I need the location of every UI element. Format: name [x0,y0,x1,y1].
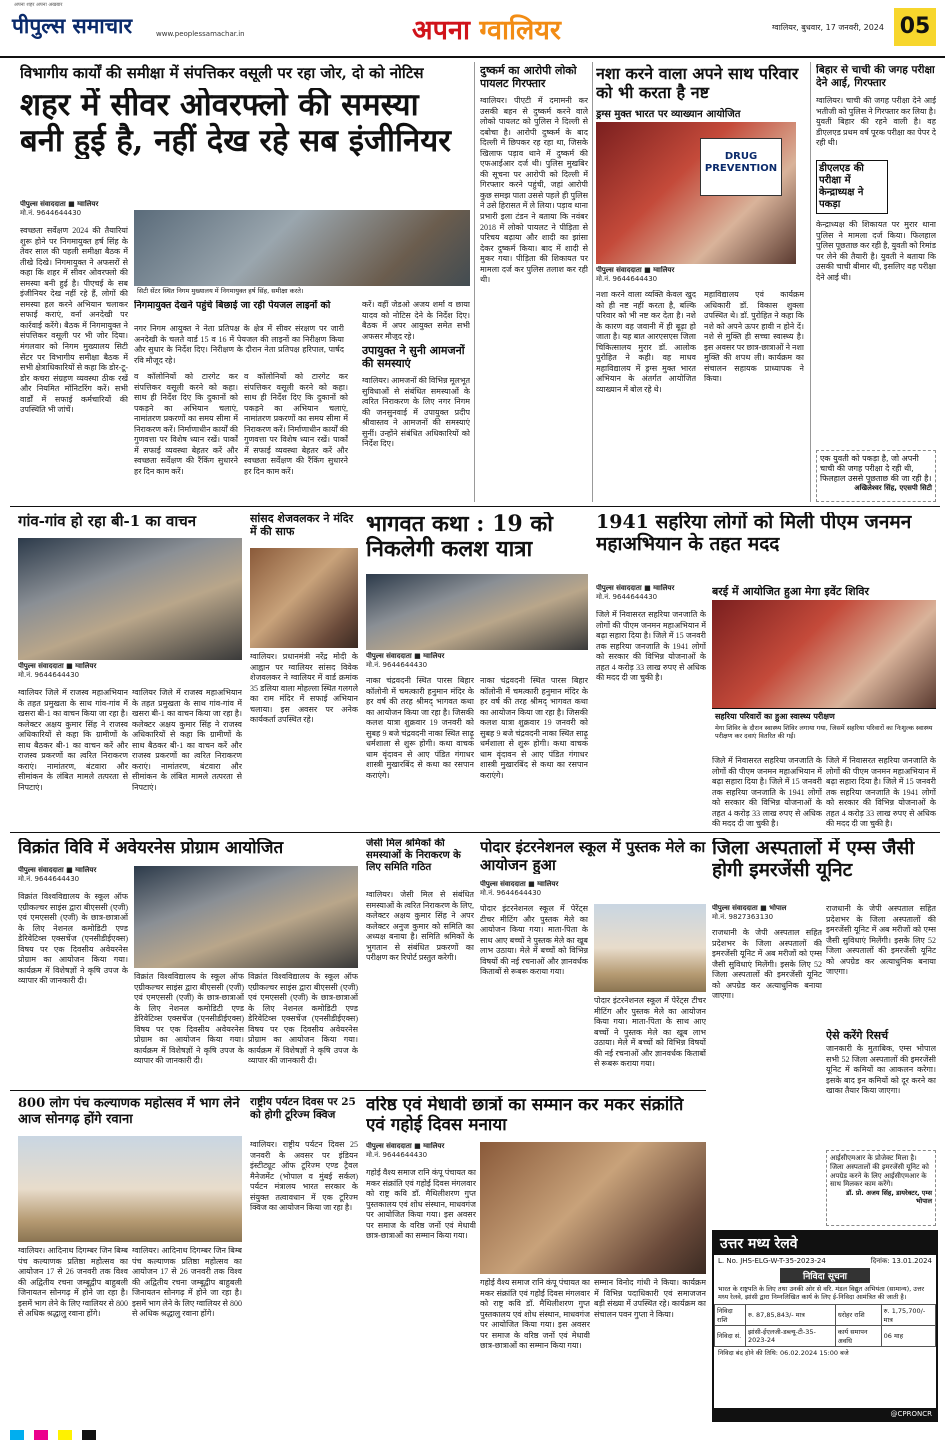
b1-mobile: मो.नं. 9644644430 [18,671,80,679]
ad-table-row [715,1304,936,1325]
sammaan-photo [480,1142,706,1274]
podar-byline-text: पीपुल्स संवाददाता ■ ग्वालियर [480,880,559,888]
mp-body: ग्वालियर। प्रधानमंत्री नरेंद्र मोदी के आह्वान पर ग्वालियर सांसद विवेक शेजवलकर ने ग्वालियर में वार्ड क्रमांक 35 डलिया वाला मोहल्ला स्थित गलगले का राम मंदिर में सफाई अभियान चलाया। इस अवसर पर अनेक कार्यकर्ता उपस्थित रहे। [250,652,358,725]
lead-col4-body: करें। वहीं जेडओ अजय शर्मा व छाया यादव को नोटिस देने के निर्देश दिए। बैठक में अपर आयुक्त समेत सभी अफसर मौजूद रहे। [362,300,470,340]
row-divider [10,1090,706,1091]
sammaan-byline-text: पीपुल्स संवाददाता ■ ग्वालियर [366,1142,445,1150]
section-title [412,10,561,47]
quiz-headline[interactable]: राष्ट्रीय पर्यटन दिवस पर 25 को होगी टूरिज्म क्विज [250,1096,356,1121]
magenta-swatch [34,1430,48,1440]
lead-col3b-body: व कॉलोनियों को टारगेट कर संपत्तिकर वसूली करने को कहा। साथ ही निर्देश दिए कि दुकानों को पकड़ने का अभियान चलाएं, नामांतरण प्रकरणों का समय सीमा में निराकरण करें। निर्माणाधीन कार्यों की गुणवत्ता पर विशेष ध्यान रखें। पार्कों में सफाई व्यवस्था बेहतर करें और स्वच्छता सर्वेक्षण की रैंकिंग सुधारने हर दिन काम करें। [244,372,348,476]
aims-byline-text: पीपुल्स संवाददाता ■ भोपाल [712,904,787,912]
ad-cell: धरोहर राशि [835,1304,881,1325]
aims-headline[interactable]: जिला अस्पतालों में एम्स जैसी होगी इमरजेंसी यूनिट [712,838,915,881]
saharia-photo-caption-body: मेगा शिविर के दौरान स्वास्थ्य शिविर लगाया गया, जिसमें सहरिया परिवारों का निःशुल्क स्वास्थ्य परीक्षण कर दवाएं वितरित की गईं। [712,722,936,754]
samiti-headline[interactable]: जेसी मिल श्रमिकों की समस्याओं के निराकरण के लिए समिति गठित [366,838,461,873]
column-rule [810,62,811,502]
nasha-mobile: मो.नं. 9644644430 [596,275,658,283]
sonagarh-photo [18,1136,242,1242]
ad-cell: कार्य समापन अवधि [835,1325,881,1346]
bhagwat-byline [366,652,588,670]
print-color-bar [0,1425,945,1445]
ad-cell: झांसी-ईएलजी-डब्ल्यू-टी-35-2023-24 [746,1325,836,1346]
section-city: ग्वालियर [479,15,561,46]
b1-body2: ग्वालियर जिले में राजस्व महाअभियान के तहत प्रमुखता के साथ गांव-गांव में खसरा बी-1 का वाचन किया जा रहा है। कलेक्टर अक्षय कुमार सिंह ने राजस्व अधिकारियों से कहा कि ग्रामीणों के साथ बैठकर बी-1 का वाचन करें और राजस्व प्रकरणों का त्वरित निराकरण कराएं। नामांतरण, बंटवारा और सीमांकन के लंबित मामले तत्परता से निपटाएं। [132,688,242,792]
ad-cell: रु. 87,85,843/- मात्र [746,1304,836,1325]
lead-photo-subhead: निगमायुक्त देखने पहुंचे बिछाई जा रही पेयजल लाइनों को [134,300,331,311]
ad-cell: 06 माह [881,1325,935,1346]
bihar-quote-box [816,450,936,502]
lead-kicker: विभागीय कार्यों की समीक्षा में संपत्तिकर वसूली पर रहा जोर, दो को नोटिस [20,64,424,82]
ad-cell: रु. 1,75,700/- मात्र [881,1304,935,1325]
saharia-subhead: बरई में आयोजित हुआ मेगा इवेंट शिविर [712,585,870,598]
nasha-photo [596,122,796,264]
column-rule [474,62,475,502]
saharia-byline-text: पीपुल्स संवाददाता ■ ग्वालियर [596,584,675,592]
b1-byline [18,662,242,680]
ad-title: निविदा सूचना [780,1268,870,1283]
podar-byline [480,880,706,898]
lead-mobile: मो.नं. 9644644430 [20,209,82,217]
ad-footer: निविदा बंद होने की तिथि: 06.02.2024 15:00 बजे [718,1348,849,1357]
vikrant-byline-text: पीपुल्स संवाददाता ■ ग्वालियर [18,866,97,874]
vikrant-photo [134,866,358,968]
ad-ref-date: दिनांक: 13.01.2024 [870,1257,932,1265]
aims-mobile: मो.नं. 9827363130 [712,913,774,921]
aims-body: राजधानी के जेपी अस्पताल सहित प्रदेशभर के जिला अस्पतालों की इमरजेंसी यूनिट में अब मरीजों को एम्स जैसी सुविधाएं मिलेंगी। इसके लिए 52 जिला अस्पतालों की इमरजेंसी यूनिट को अपग्रेड कर अत्याधुनिक बनाया जाएगा। [712,928,822,1001]
vikrant-byline [18,866,128,884]
loco-body: ग्वालियर। पीएटी में दमामनी कर उसकी बहन से दुष्कर्म करने वाले लोको पायलट को पुलिस ने दिल्ली से दबोचा है। आरोपी दुष्कर्म के बाद दिल्ली में छिपकर रह रहा था, जिसके खिलाफ पड़ाव थाने में दुष्कर्म की एफआईआर दर्ज थी। पुलिस मुखबिर की सूचना पर आरोपी को दिल्ली में गिरफ्तार करने पहुंची, जहां आरोपी कुछ समझ पाता उससे पहले ही पुलिस ने उसे हिरासत में ले लिया। पड़ाव थाना प्रभारी इला टंडन ने बताया कि नवंबर 2018 में लोको पायलट ने पीड़िता से परिचय बढ़ाया और शादी का झांसा देकर दुष्कर्म किया। बाद में शादी से मुकर गया। पीड़िता की शिकायत पर मामला दर्ज कर पुलिस तलाश कर रही थी। [480,96,588,285]
lead-byline-text: पीपुल्स संवाददाता ■ ग्वालियर [20,200,99,208]
saharia-byline [596,584,706,602]
cyan-swatch [10,1430,24,1440]
section-prefix: अपना [412,15,470,46]
podar-mobile: मो.नं. 9644644430 [480,889,542,897]
aims-quote: आईसीएमआर के प्रोजेक्ट मिला है। जिला अस्पतालों की इमरजेंसी यूनिट को अपग्रेड करने के लिए आईसीएमआर के साथ मिलकर काम करेंगे। [830,1154,929,1189]
aims-quote-box [826,1150,936,1226]
saharia-headline[interactable]: 1941 सहरिया लोगों को मिली पीएम जनमन महाअभियान के तहत मदद [596,512,912,555]
mp-photo [250,548,358,648]
row-divider [10,832,940,833]
mp-headline[interactable]: सांसद शेजवलकर ने मंदिर में की साफ [250,512,354,539]
sammaan-mobile: मो.नं. 9644644430 [366,1151,428,1159]
website-link[interactable]: www.peoplessamachar.in [156,30,245,38]
bihar-headline[interactable]: बिहार से चाची की जगह परीक्षा देने आई, गिरफ्तार [816,64,935,89]
loco-headline[interactable]: दुष्कर्म का आरोपी लोको पायलट गिरफ्तार [480,64,577,91]
ad-body: भारत के राष्ट्रपति के लिए तथा उनकी ओर से वरि. मंडल विद्युत अभियंता (सामान्य), उत्तर मध्य रेलवे, झांसी द्वारा निम्नलिखित कार्य के लिए ई-निविदा आमंत्रित की जाती है। [718,1285,924,1302]
nasha-subhead: ड्रग्स मुक्त भारत पर व्याख्यान आयोजित [596,109,741,120]
dateline: ग्वालियर, बुधवार, 17 जनवरी, 2024 [772,23,884,32]
saharia-body2: जिले में निवासरत सहरिया जनजाति के लोगों की पीएम जनमन महाअभियान में बढ़ा सहारा दिया है। जिले में 15 जनवरी तक सहरिया जनजाति के 1941 लोगों को सरकार की विभिन्न योजनाओं के तहत 4 करोड़ 33 लाख रुपए से अधिक की मदद दी जा चुकी है। [712,756,822,828]
saharia-photo [712,600,936,708]
ad-ref: L. No. JHS-ELG-W-T-35-2023-24 [718,1257,826,1265]
nasha-byline-text: पीपुल्स संवाददाता ■ ग्वालियर [596,266,675,274]
ad-table-row [715,1325,936,1346]
aims-subhead: ऐसे करेंगे रिसर्च [826,1029,889,1042]
lead-headline[interactable]: शहर में सीवर ओवरफ्लो की समस्या बनी हुई है, नहीं देख रहे सब इंजीनियर [20,88,451,159]
vikrant-body2: विक्रांत विश्वविद्यालय के स्कूल ऑफ एग्रीकल्चर साइंस द्वारा बीएससी (एजी) एवं एमएससी (एजी) के छात्र-छात्राओं के लिए नेशनल कमोडिटी एण्ड डेरिवेटिव्स एक्सचेंज (एनसीडीईएक्स) विषय पर एक दिवसीय अवेयरनेस प्रोग्राम का आयोजन किया गया। कार्यक्रम में विशेषज्ञों ने कृषि उपज के व्यापार की जानकारी दी। [134,972,244,1066]
bhagwat-headline[interactable]: भागवत कथा : 19 को निकलेगी कलश यात्रा [366,512,553,563]
ad-handle[interactable]: @CPRONCR [714,1408,936,1420]
lead-photo-caption: सिटी सेंटर स्थित निगम मुख्यालय में निगमायुक्त हर्ष सिंह, समीक्षा करते। [134,286,470,298]
aims-quote-author: डॉ. प्रो. अजय सिंह, डायरेक्टर, एम्स भोपाल [846,1189,932,1206]
bihar-quote: एक युवती को पकड़ा है, जो अपनी चाची की जगह परीक्षा दे रही थी, फिलहाल उससे पूछताछ की जा रही है। [820,454,932,483]
upayukt-headline[interactable]: उपायुक्त ने सुनी आमजनों की समस्याएं [362,344,465,371]
vikrant-mobile: मो.नं. 9644644430 [18,875,80,883]
aims-byline [712,904,822,922]
bihar-body2: केन्द्राध्यक्ष की शिकायत पर मुरार थाना पुलिस ने मामला दर्ज किया। फिलहाल पुलिस पूछताछ कर रही है, युवती को रिमांड पर लेने की तैयारी है। युवती ने बताया कि उसकी चाची बीमार थी, इसलिए वह परीक्षा देने आई थी। [816,220,936,282]
drug-prevention-banner: DRUG PREVENTION [700,138,782,196]
sonagarh-body2: ग्वालियर। आदिनाथ दिगम्बर जिन बिम्ब पंच कल्याणक प्रतिष्ठा महोत्सव का आयोजन 17 से 26 जनवरी तक विश्व की अद्वितीय रचना जम्बूद्वीप बाहुबली जिनायतन सोनगढ़ में होने जा रहा है। इसमें भाग लेने के लिए ग्वालियर से 800 से अधिक श्रद्धालु रवाना होंगे। [132,1246,242,1319]
lead-byline [20,200,140,218]
masthead [0,0,945,58]
sammaan-body2: गहोई वैश्य समाज रानि कंपू पंचायत का मकर संक्रांति एवं गहोई दिवस मंगलवार को राष्ट्र कवि डॉ. मैथिलीशरण गुप्त पुस्तकालय एवं शोध संस्थान, माधवगंज पर आयोजित किया गया। इस अवसर पर समाज के वरिष्ठ जनों एवं मेधावी छात्र-छात्राओं का सम्मान किया गया। [480,1278,590,1351]
sonagarh-body: ग्वालियर। आदिनाथ दिगम्बर जिन बिम्ब पंच कल्याणक प्रतिष्ठा महोत्सव का आयोजन 17 से 26 जनवरी तक विश्व की अद्वितीय रचना जम्बूद्वीप बाहुबली जिनायतन सोनगढ़ में होने जा रहा है। इसमें भाग लेने के लिए ग्वालियर से 800 से अधिक श्रद्धालु रवाना होंगे। [18,1246,128,1319]
black-swatch [82,1430,96,1440]
ad-header: उत्तर मध्य रेलवे [714,1232,936,1255]
bhagwat-mobile: मो.नं. 9644644430 [366,661,428,669]
lead-photo [134,210,470,296]
sammaan-byline [366,1142,476,1160]
b1-photo [18,538,242,660]
ad-ref-line [714,1255,936,1268]
bihar-quote-author: अखिलेश्वर सिंह, एएसपी सिटी [854,484,932,492]
lead-body: स्वच्छता सर्वेक्षण 2024 की तैयारियां शुरू होने पर निगमायुक्त हर्ष सिंह के तेवर साल की पहली समीक्षा बैठक में तीखे दिखे। निगमायुक्त ने अफसरों से कहा कि शहर में सीवर ओवरफ्लो की समस्या बनी हुई है। पीएचई के सब इंजीनियर देख नहीं रहे हैं, लोगों की समस्या हल करने अभियान चलाकर सफाई कराएं, वर्ना अनदेखी पर कार्रवाई करेंगे। बैठक में निगमायुक्त ने संपत्तिकर वसूली पर भी जोर दिया। मंगलवार को निगम मुख्यालय सिटी सेंटर पर विभागीय समीक्षा बैठक में सभी क्षेत्राधिकारियों से कहा कि डोर-टू-डोर कचरा संग्रहण व्यवस्था ठीक रखें और नियमित मॉनिटरिंग करें। सभी वार्डों में सफाई कर्मचारियों की उपस्थिति भी जांचें। [20,226,128,415]
logo-tagline: अपना शहर अपना अखबार [14,2,63,8]
podar-photo [594,904,706,992]
bhagwat-photo [366,574,588,650]
newspaper-logo[interactable]: पीपुल्स समाचार [12,13,133,38]
quiz-body: ग्वालियर। राष्ट्रीय पर्यटन दिवस 25 जनवरी के अवसर पर इंडियन इंस्टीट्यूट ऑफ टूरिज्म एण्ड ट्रैवल मैनेजमेंट (भोपाल व मुंबई सर्कल) पर्यटन मंत्रालय भारत सरकार के संयुक्त तत्वावधान में एक टूरिज्म क्विज का आयोजन किया जा रहा है। [250,1140,358,1213]
podar-headline[interactable]: पोदार इंटरनेशनल स्कूल में पुस्तक मेले का आयोजन हुआ [480,838,706,874]
saharia-mobile: मो.नं. 9644644430 [596,593,658,601]
bihar-body: ग्वालियर। चाची की जगह परीक्षा देने आई भतीजी को पुलिस ने गिरफ्तार कर लिया है। युवती बिहार की रहने वाली है। वह डीएलएड प्रथम वर्ष पूरक परीक्षा का पेपर दे रही थी। [816,96,936,148]
vikrant-body: विक्रांत विश्वविद्यालय के स्कूल ऑफ एग्रीकल्चर साइंस द्वारा बीएससी (एजी) एवं एमएससी (एजी) के छात्र-छात्राओं के लिए नेशनल कमोडिटी एण्ड डेरिवेटिव्स एक्सचेंज (एनसीडीईएक्स) विषय पर एक दिवसीय अवेयरनेस प्रोग्राम का आयोजन किया गया। कार्यक्रम में विशेषज्ञों ने कृषि उपज के व्यापार की जानकारी दी। [18,892,128,986]
column-rule [592,62,593,502]
bhagwat-body2: नाका चंद्रवदनी स्थित पारस बिहार कॉलोनी में चमत्कारी हनुमान मंदिर के हर वर्ष की तरह श्रीमद् भागवत कथा का आयोजन किया जा रहा है। जिसकी कलश यात्रा शुक्रवार 19 जनवरी को सुबह 9 बजे चंद्रवदनी नाका स्थित साढ़ू धर्मशाला से शुरू होगी। कथा वाचक धाम वृंदावन से आए पंडित गंगाधर शास्त्री मुखारबिंद से कथा का रसपान कराएंगे। [480,676,588,780]
b1-headline[interactable]: गांव-गांव हो रहा बी-1 का वाचन [18,512,197,530]
b1-body: ग्वालियर जिले में राजस्व महाअभियान के तहत प्रमुखता के साथ गांव-गांव में खसरा बी-1 का वाचन किया जा रहा है। कलेक्टर अक्षय कुमार सिंह ने राजस्व अधिकारियों से कहा कि ग्रामीणों के साथ बैठकर बी-1 का वाचन करें और राजस्व प्रकरणों का त्वरित निराकरण कराएं। नामांतरण, बंटवारा और सीमांकन के लंबित मामले तत्परता से निपटाएं। [18,688,128,792]
vikrant-body3: विक्रांत विश्वविद्यालय के स्कूल ऑफ एग्रीकल्चर साइंस द्वारा बीएससी (एजी) एवं एमएससी (एजी) के छात्र-छात्राओं के लिए नेशनल कमोडिटी एण्ड डेरिवेटिव्स एक्सचेंज (एनसीडीईएक्स) विषय पर एक दिवसीय अवेयरनेस प्रोग्राम का आयोजन किया गया। कार्यक्रम में विशेषज्ञों ने कृषि उपज के व्यापार की जानकारी दी। [248,972,358,1066]
nasha-body2: महाविद्यालय एवं कार्यक्रम अधिकारी डॉ. विकास शुक्ला उपस्थित थे। डॉ. पुरोहित ने कहा कि नशे को अपने ऊपर हावी न होने दें। नशे से मुक्ति ही सच्चा स्वास्थ्य है। इस अवसर पर छात्र-छात्राओं ने नशा मुक्ति की शपथ ली। कार्यक्रम का संचालन सहायक प्राध्यापक ने किया। [704,290,804,384]
nasha-headline[interactable]: नशा करने वाला अपने साथ परिवार को भी करता है नष्ट [596,64,799,103]
ad-cell: निविदा सं. [715,1325,746,1346]
bhagwat-byline-text: पीपुल्स संवाददाता ■ ग्वालियर [366,652,445,660]
aims-body2: जानकारी के मुताबिक, एम्स भोपाल सभी 52 जिला अस्पतालों की इमरजेंसी यूनिट में कमियों का आकलन करेगा। इसके बाद इन कमियों को दूर करने का खाका तैयार किया जाएगा। [826,1044,936,1096]
podar-body: पोदार इंटरनेशनल स्कूल में पेरेंट्स टीचर मीटिंग और पुस्तक मेले का आयोजन किया गया। माता-पिता के साथ आए बच्चों ने पुस्तक मेले का खूब लाभ उठाया। मेले में बच्चों को विभिन्न विषयों की नई रचनाओं और ज्ञानवर्धक किताबों से रूबरू कराया गया। [480,904,588,977]
ad-table [714,1304,936,1347]
bhagwat-body: नाका चंद्रवदनी स्थित पारस बिहार कॉलोनी में चमत्कारी हनुमान मंदिर के हर वर्ष की तरह श्रीमद् भागवत कथा का आयोजन किया जा रहा है। जिसकी कलश यात्रा शुक्रवार 19 जनवरी को सुबह 9 बजे चंद्रवदनी नाका स्थित साढ़ू धर्मशाला से शुरू होगी। कथा वाचक धाम वृंदावन से आए पंडित गंगाधर शास्त्री मुखारबिंद से कथा का रसपान कराएंगे। [366,676,474,780]
sammaan-body: गहोई वैश्य समाज रानि कंपू पंचायत का मकर संक्रांति एवं गहोई दिवस मंगलवार को राष्ट्र कवि डॉ. मैथिलीशरण गुप्त पुस्तकालय एवं शोध संस्थान, माधवगंज पर आयोजित किया गया। इस अवसर पर समाज के वरिष्ठ जनों एवं मेधावी छात्र-छात्राओं का सम्मान किया गया। [366,1168,476,1241]
bihar-sidebox: डीएलएड की परीक्षा में केन्द्राध्यक्ष ने पकड़ा [816,160,888,214]
ad-cell: निविदा राशि [715,1304,746,1325]
sammaan-headline[interactable]: वरिष्ठ एवं मेधावी छात्रों का सम्मान कर मकर संक्रांति एवं गहोई दिवस मनाया [366,1096,684,1135]
saharia-body: जिले में निवासरत सहरिया जनजाति के लोगों की पीएम जनमन महाअभियान में बढ़ा सहारा दिया है। जिले में 15 जनवरी तक सहरिया जनजाति के 1941 लोगों को सरकार की विभिन्न योजनाओं के तहत 4 करोड़ 33 लाख रुपए से अधिक की मदद दी जा चुकी है। [596,610,706,683]
nasha-byline [596,266,796,284]
upayukt-body: ग्वालियर। आमजनों की विभिन्न मूलभूत सुविधाओं से संबंधित समस्याओं के त्वरित निराकरण के लिए नगर निगम की जनसुनवाई में उपायुक्त प्रदीप श्रीवास्तव ने आमजनों की समस्याएं सुनीं। उन्होंने संबंधित अधिकारियों को निर्देश दिए। [362,376,470,449]
yellow-swatch [58,1430,72,1440]
lead-sub-body: नगर निगम आयुक्त ने नेता प्रतिपक्ष के क्षेत्र में सीवर संरक्षण पर जारी अनदेखी के चलते वार्ड 15 व 16 में पेयजल की लाइनों का निरीक्षण किया और सुधार के निर्देश दिए। निरीक्षण के दौरान नेता प्रतिपक्ष हरिपाल, पार्षद रवि मौजूद रहे। [134,324,344,365]
nasha-body: नशा करने वाला व्यक्ति केवल खुद को ही नष्ट नहीं करता है, बल्कि परिवार को भी नष्ट कर देता है। नशे के कारण वह जवानी में ही बूढ़ा हो जाता है। यह बात आरएसएस जिला चिकित्सालय मुरार डॉ. आलोक पुरोहित ने कही। वह माधव महाविद्यालय में ड्रग्स मुक्त भारत अभियान के अंतर्गत आयोजित व्याख्यान में बोल रहे थे। [596,290,696,394]
row-divider [10,506,940,507]
aims-body-col2: राजधानी के जेपी अस्पताल सहित प्रदेशभर के जिला अस्पतालों की इमरजेंसी यूनिट में अब मरीजों को एम्स जैसी सुविधाएं मिलेंगी। इसके लिए 52 जिला अस्पतालों की इमरजेंसी यूनिट को अपग्रेड कर अत्याधुनिक बनाया जाएगा। [826,904,936,977]
saharia-body3: जिले में निवासरत सहरिया जनजाति के लोगों की पीएम जनमन महाअभियान में बढ़ा सहारा दिया है। जिले में 15 जनवरी तक सहरिया जनजाति के 1941 लोगों को सरकार की विभिन्न योजनाओं के तहत 4 करोड़ 33 लाख रुपए से अधिक की मदद दी जा चुकी है। [826,756,936,828]
vikrant-headline[interactable]: विक्रांत विवि में अवेयरनेस प्रोग्राम आयोजित [18,838,284,858]
saharia-photo-caption: सहरिया परिवारों का हुआ स्वास्थ्य परीक्षण [712,708,936,724]
lead-col3-body: व कॉलोनियों को टारगेट कर संपत्तिकर वसूली करने को कहा। साथ ही निर्देश दिए कि दुकानों को पकड़ने का अभियान चलाएं, नामांतरण प्रकरणों का समय सीमा में निराकरण करें। निर्माणाधीन कार्यों की गुणवत्ता पर विशेष ध्यान रखें। पार्कों में सफाई व्यवस्था बेहतर करें और स्वच्छता सर्वेक्षण की रैंकिंग सुधारने हर दिन काम करें। [134,372,238,476]
sammaan-body3: सम्मान विनोद गांधी ने किया। कार्यक्रम में विभिन्न पदाधिकारी एवं समाजजन बड़ी संख्या में उपस्थित रहे। कार्यक्रम का संचालन पवन गुप्ता ने किया। [594,1278,706,1319]
page-number: 05 [894,8,936,46]
sonagarh-headline[interactable]: 800 लोग पंच कल्याणक महोत्सव में भाग लेने आज सोनगढ़ होंगे रवाना [18,1096,240,1127]
railway-tender-ad[interactable] [712,1230,938,1422]
podar-body2: पोदार इंटरनेशनल स्कूल में पेरेंट्स टीचर मीटिंग और पुस्तक मेले का आयोजन किया गया। माता-पिता के साथ आए बच्चों ने पुस्तक मेले का खूब लाभ उठाया। मेले में बच्चों को विभिन्न विषयों की नई रचनाओं और ज्ञानवर्धक किताबों से रूबरू कराया गया। [594,996,706,1069]
b1-byline-text: पीपुल्स संवाददाता ■ ग्वालियर [18,662,97,670]
samiti-body: ग्वालियर। जेसी मिल से संबंधित समस्याओं के त्वरित निराकरण के लिए, कलेक्टर अक्षय कुमार सिंह ने अपर कलेक्टर अनुज कुमार को समिति का अध्यक्ष बनाया है। समिति श्रमिकों के भुगतान से संबंधित प्रकरणों का परीक्षण कर रिपोर्ट प्रस्तुत करेगी। [366,890,474,963]
